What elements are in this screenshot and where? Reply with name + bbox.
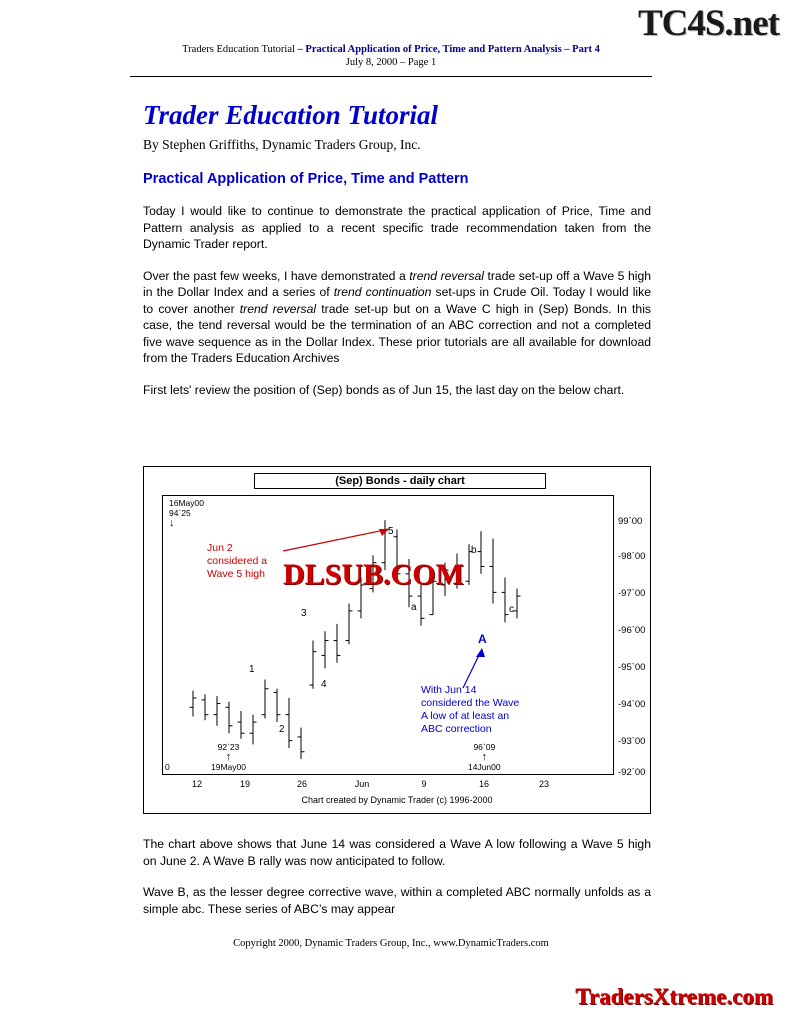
page-footer: Copyright 2000, Dynamic Traders Group, Inc., www.DynamicTraders.com — [233, 938, 549, 949]
tradersxtreme-watermark: TradersXtreme.com — [575, 984, 773, 1009]
jun2-arrow — [283, 529, 389, 551]
byline: By Stephen Griffiths, Dynamic Traders Group, Inc. — [143, 137, 421, 152]
header-divider — [130, 76, 652, 77]
header-date-page: July 8, 2000 – Page 1 — [345, 57, 437, 68]
chart-plot-area — [162, 495, 614, 775]
left-date-note: 16May00 94`25 ↓ — [169, 498, 204, 529]
y-tick-1: -98`00 — [618, 551, 646, 562]
wave-label-1: 1 — [249, 664, 255, 675]
chart-y-axis — [618, 495, 658, 778]
y-tick-7: -92`00 — [618, 767, 646, 778]
x-tick-1: 19 — [239, 779, 251, 789]
x-tick-4: 9 — [421, 779, 427, 789]
y-tick-2: -97`00 — [618, 588, 646, 599]
chart-price-bars — [163, 496, 613, 774]
x-tick-0: 12 — [191, 779, 203, 789]
wave-label-a: a — [411, 602, 417, 613]
page-header — [130, 44, 652, 68]
low-date-note: 92`23 ↑ 19May00 — [211, 742, 246, 772]
content-column-lower — [143, 836, 651, 932]
paragraph-5: Wave B, as the lesser degree corrective wave, within a completed ABC normally unfolds as a simple abc. These series of ABC’s may appear — [143, 885, 651, 916]
y-tick-0: 99`00 — [618, 516, 643, 527]
chart-x-axis — [162, 779, 614, 793]
chart-credit: Chart created by Dynamic Trader (c) 1996-2000 — [301, 795, 493, 805]
wave-label-b: b — [471, 545, 477, 556]
y-tick-3: -96`00 — [618, 625, 646, 636]
x-tick-2: 26 — [296, 779, 308, 789]
p2-part-2: trade set-up off a Wave 5 high in the Dollar Index and a series of — [143, 268, 651, 299]
header-title-prefix: Traders Education Tutorial — [182, 44, 298, 55]
wave-a-annotation: With Jun 14 considered the Wave A low of at least an ABC correction — [421, 684, 520, 735]
page-title: Trader Education Tutorial — [143, 100, 439, 130]
x-tick-6: 23 — [538, 779, 550, 789]
paragraph-3: First lets' review the position of (Sep) bonds as of Jun 15, the last day on the below chart. — [143, 382, 625, 397]
p2-part-5: trend reversal — [239, 301, 317, 316]
x-tick-3: Jun — [354, 779, 370, 789]
p2-part-0: Over the past few weeks, I have demonstrated a — [143, 268, 410, 283]
wave-label-2: 2 — [279, 724, 285, 735]
header-title-highlight: – Practical Application of Price, Time and Pattern Analysis – Part 4 — [297, 44, 600, 55]
y-tick-5: -94`00 — [618, 699, 646, 710]
wave-label-3: 3 — [301, 608, 307, 619]
jun2-annotation: Jun 2 considered a Wave 5 high — [207, 542, 268, 580]
bond-chart — [143, 466, 651, 814]
origin-label: 0 — [165, 762, 170, 772]
y-tick-6: -93`00 — [618, 736, 646, 747]
tc4s-watermark: TC4S.net — [637, 3, 779, 44]
junlow-date-note: 96`09 ↑ 14Jun00 — [468, 742, 501, 772]
p2-part-1: trend reversal — [409, 268, 484, 283]
chart-title: (Sep) Bonds - daily chart — [254, 473, 546, 489]
p2-part-4: set-ups in Crude Oil. Today I would like to cover another — [143, 285, 651, 316]
wave-label-c: c — [509, 604, 514, 615]
x-tick-5: 16 — [478, 779, 490, 789]
wave-label-5: 5 — [388, 526, 394, 537]
paragraph-1: Today I would like to continue to demonstrate the practical application of Price, Time and Pattern analysis as applied to a recent specific trade recommendation taken from the Dynamic Trader report. — [143, 204, 651, 251]
p2-part-3: trend continuation — [333, 285, 432, 299]
wave-label-4: 4 — [321, 679, 327, 690]
paragraph-2 — [143, 268, 651, 367]
section-subtitle: Practical Application of Price, Time and Pattern — [143, 171, 469, 187]
y-tick-4: -95`00 — [618, 662, 646, 673]
content-column — [143, 100, 651, 413]
paragraph-4: The chart above shows that June 14 was considered a Wave A low following a Wave 5 high on June 2. A Wave B rally was now anticipated to follow. — [143, 837, 651, 868]
wave-label-big-a: A — [478, 632, 487, 646]
p2-part-6: trade set-up but on a Wave C high in (Sep) Bonds. In this case, the tend reversal would be the termination of an ABC correction and not a completed five wave sequence as in the Dollar Index. These prior tutorials are all available for download from the Traders Education Archives — [143, 301, 652, 365]
wave-a-arrow — [463, 648, 485, 688]
dlsub-watermark: DLSUB.COM — [283, 558, 464, 591]
